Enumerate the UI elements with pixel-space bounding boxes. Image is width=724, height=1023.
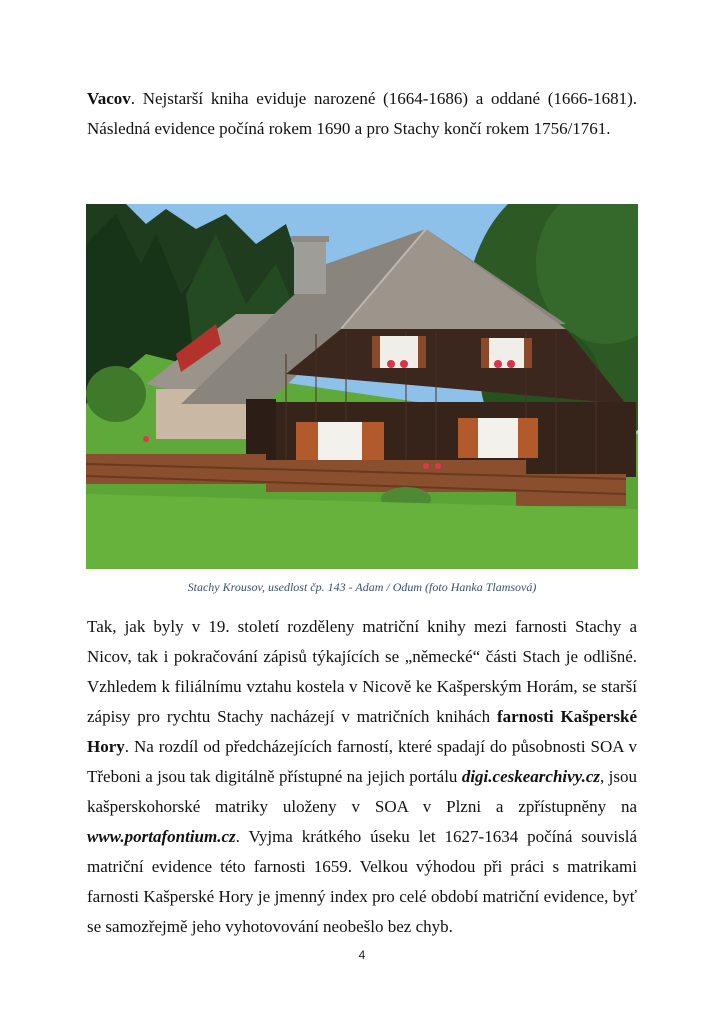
text-line: Následná evidence počíná rokem 1690 a pro Stachy končí rokem 1756/1761.	[87, 119, 611, 138]
text-line: Vzhledem k filiálnímu vztahu kostela v Nicově ke Kašperským Horám, se starší	[87, 677, 637, 696]
text-run: , jsou	[600, 767, 637, 786]
text-run: . Vyjma krátkého úseku let 1627-1634 počíná souvislá	[235, 827, 637, 846]
text-run: zápisy pro rychtu Stachy nacházejí v matričních knihách	[87, 707, 497, 726]
text-line	[87, 702, 637, 732]
text-line: Tak, jak byly v 19. století rozděleny matriční knihy mezi farnosti Stachy a	[87, 617, 637, 636]
bold-term: Hory	[87, 737, 125, 756]
house-photo	[86, 204, 638, 569]
page-number: 4	[358, 948, 366, 962]
portal-link[interactable]: digi.ceskearchivy.cz	[461, 767, 600, 786]
text-run: . Nejstarší kniha eviduje narozené (1664-1686) a oddané (1666-1681).	[130, 89, 637, 108]
text-line	[87, 762, 637, 792]
text-run: Třeboni a jsou tak digitálně přístupné na jejich portálu	[87, 767, 462, 786]
bold-term: farnosti Kašperské	[496, 707, 637, 726]
portal-link[interactable]: www.portafontium.cz	[87, 827, 236, 846]
text-line: Nicov, tak i pokračování zápisů týkajících se „německé“ části Stach je odlišné.	[87, 647, 637, 666]
text-line	[87, 84, 637, 114]
text-line: se samozřejmě jeho vyhotovování neobešlo bez chyb.	[87, 917, 453, 936]
text-line: matriční evidence této farnosti 1659. Velkou výhodou při práci s matrikami	[87, 857, 637, 876]
main-paragraph	[87, 612, 637, 942]
text-run: . Na rozdíl od předcházejících farností, které spadají do působnosti SOA v	[124, 737, 637, 756]
text-line	[87, 732, 637, 762]
photo-caption: Stachy Krousov, usedlost čp. 143 - Adam / Odum (foto Hanka Tlamsová)	[187, 580, 537, 594]
intro-paragraph	[87, 84, 637, 144]
text-line	[87, 822, 637, 852]
text-line: kašperskohorské matriky uloženy v SOA v Plzni a zpřístupněny na	[87, 797, 637, 816]
text-line: farnosti Kašperské Hory je jmenný index pro celé období matriční evidence, byť	[87, 887, 637, 906]
bold-term: Vacov	[87, 89, 131, 108]
